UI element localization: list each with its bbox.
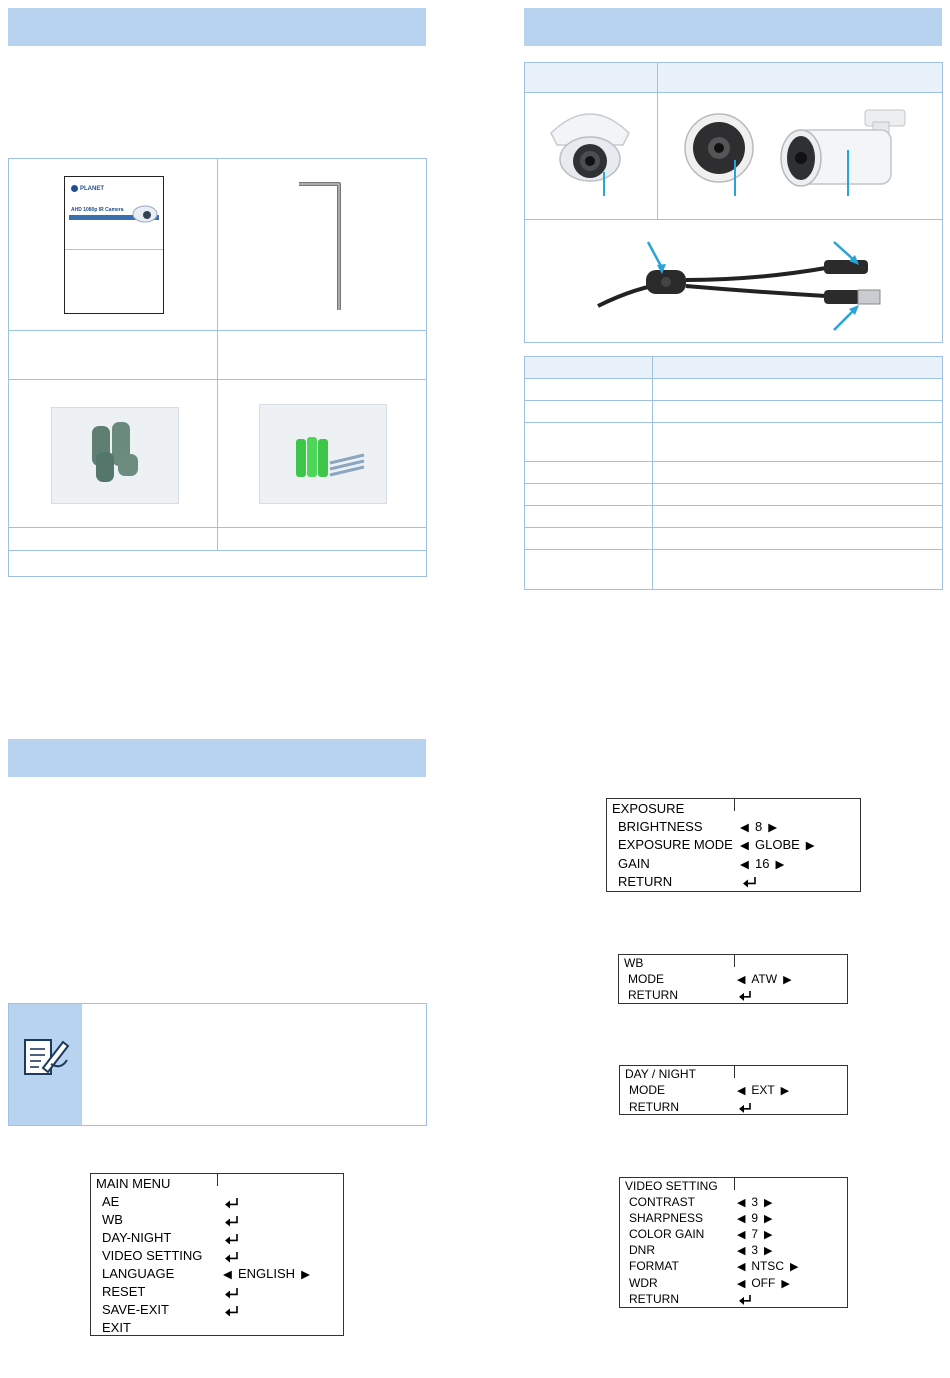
spec-header-row [525, 357, 942, 378]
osd-row-value [737, 1195, 772, 1209]
guide-brand: PLANET [80, 185, 104, 192]
enter-return-icon [743, 876, 757, 888]
osd-row-label: BRIGHTNESS [618, 819, 703, 834]
table-divider [524, 219, 943, 220]
osd-day-night [619, 1065, 848, 1115]
table-divider [524, 549, 943, 550]
osd-title: EXPOSURE [612, 801, 685, 816]
note-pencil-icon [21, 1034, 71, 1080]
enter-return-icon [225, 1197, 239, 1209]
osd-row-label: RETURN [628, 988, 678, 1002]
osd-row-enter [739, 988, 752, 1002]
callout-arrow [734, 160, 736, 196]
osd-row-value [740, 837, 815, 852]
osd-title: DAY / NIGHT [625, 1067, 696, 1081]
osd-row-label: SAVE-EXIT [102, 1302, 169, 1317]
osd-row-enter [743, 874, 757, 889]
table-divider [524, 378, 943, 379]
osd-row-label: VIDEO SETTING [102, 1248, 203, 1263]
osd-title: WB [624, 956, 644, 970]
osd-row-enter [225, 1284, 239, 1299]
table-divider [8, 550, 427, 551]
section-header-bar-osd [8, 739, 426, 777]
enter-return-icon [739, 1102, 752, 1113]
osd-value-text: ◀ ENGLISH ▶ [223, 1266, 310, 1281]
osd-value-text: ◀ OFF ▶ [737, 1276, 790, 1290]
osd-video-setting [619, 1177, 848, 1308]
osd-row-enter [225, 1248, 239, 1263]
osd-row-value [737, 972, 791, 986]
table-divider [524, 400, 943, 401]
osd-value-text: ◀ ATW ▶ [737, 972, 791, 986]
osd-wb [618, 954, 848, 1004]
osd-value-text: ◀ EXT ▶ [737, 1083, 789, 1097]
osd-row-enter [739, 1292, 752, 1306]
guide-title: AHD 1080p IR Camera [71, 207, 124, 213]
table-divider [524, 483, 943, 484]
section-header-bar-package [8, 8, 426, 46]
osd-row-label: SHARPNESS [629, 1211, 704, 1226]
osd-row-value [737, 1276, 790, 1290]
osd-row-label: DAY-NIGHT [102, 1230, 172, 1245]
osd-value-text: ◀ 7 ▶ [737, 1227, 772, 1241]
spec-table [524, 356, 943, 590]
dome-camera-image [545, 97, 635, 197]
osd-row-label: EXIT [102, 1320, 131, 1335]
osd-row-label: WB [102, 1212, 123, 1227]
osd-row-value [740, 819, 777, 834]
osd-value-text: ◀ 16 ▶ [740, 856, 784, 871]
hex-key-image [295, 178, 355, 318]
osd-value-text: ◀ 3 ▶ [737, 1195, 772, 1209]
osd-row-value [740, 856, 784, 871]
enter-return-icon [225, 1305, 239, 1317]
guide-rule [65, 249, 163, 250]
osd-row-label: MODE [628, 972, 664, 986]
callout-arrow [847, 150, 849, 196]
osd-row-label: RETURN [629, 1291, 679, 1306]
osd-main-menu [90, 1173, 344, 1336]
osd-row-label: COLOR GAIN [629, 1227, 705, 1242]
enter-return-icon [739, 1294, 752, 1305]
osd-value-text: ◀ 3 ▶ [737, 1243, 772, 1257]
hardware-header-row [525, 63, 942, 92]
table-divider [524, 461, 943, 462]
osd-row-label: DNR [629, 1243, 655, 1258]
osd-row-label: FORMAT [629, 1259, 679, 1274]
osd-row-enter [225, 1212, 239, 1227]
enter-return-icon [739, 990, 752, 1001]
note-icon-panel [9, 1004, 82, 1125]
table-divider [8, 379, 427, 380]
waterproof-cap-bag-image [51, 407, 179, 504]
table-divider [8, 330, 427, 331]
bullet-camera-front-image [683, 112, 755, 188]
osd-row-value [737, 1259, 798, 1273]
osd-row-label: GAIN [618, 855, 650, 871]
quick-guide-image [64, 176, 164, 314]
callout-arrow [603, 172, 605, 196]
osd-row-label: MODE [629, 1083, 665, 1097]
table-divider [524, 92, 943, 93]
osd-value-text: ◀ NTSC ▶ [737, 1259, 798, 1273]
osd-row-enter [739, 1100, 752, 1114]
table-divider [524, 505, 943, 506]
osd-value-text: ◀ 9 ▶ [737, 1211, 772, 1225]
osd-row-value [737, 1211, 772, 1225]
table-divider [657, 62, 658, 219]
enter-return-icon [225, 1287, 239, 1299]
osd-row-label: RESET [102, 1284, 146, 1299]
osd-title: MAIN MENU [96, 1176, 171, 1191]
enter-return-icon [225, 1251, 239, 1263]
osd-row-enter [225, 1230, 239, 1245]
osd-row-label: AE [102, 1194, 120, 1209]
callout-arrow [596, 236, 896, 336]
osd-row-value [737, 1243, 772, 1257]
table-divider [8, 527, 427, 528]
screw-anchor-bag-image [259, 404, 387, 504]
planet-logo-icon [71, 185, 78, 192]
enter-return-icon [225, 1215, 239, 1227]
section-header-bar-hardware [524, 8, 942, 46]
osd-title: VIDEO SETTING [625, 1179, 718, 1193]
osd-row-label: EXPOSURE MODE [618, 837, 733, 853]
osd-row-enter [225, 1302, 239, 1317]
table-divider [652, 356, 653, 590]
table-divider [524, 422, 943, 423]
table-divider [217, 158, 218, 550]
osd-row-label: LANGUAGE [102, 1266, 175, 1281]
osd-row-value [737, 1227, 772, 1241]
osd-row-label: CONTRAST [629, 1195, 695, 1209]
osd-row-label: RETURN [618, 873, 673, 889]
table-divider [524, 527, 943, 528]
guide-camera-illustration [129, 201, 159, 223]
osd-row-enter [225, 1194, 239, 1209]
osd-value-text: ◀ 8 ▶ [740, 819, 777, 834]
osd-row-label: WDR [629, 1275, 658, 1290]
osd-row-value [737, 1083, 789, 1097]
osd-row-value [223, 1266, 310, 1281]
osd-value-text: ◀ GLOBE ▶ [740, 837, 815, 852]
osd-row-label: RETURN [629, 1099, 679, 1114]
enter-return-icon [225, 1233, 239, 1245]
osd-exposure [606, 798, 861, 892]
